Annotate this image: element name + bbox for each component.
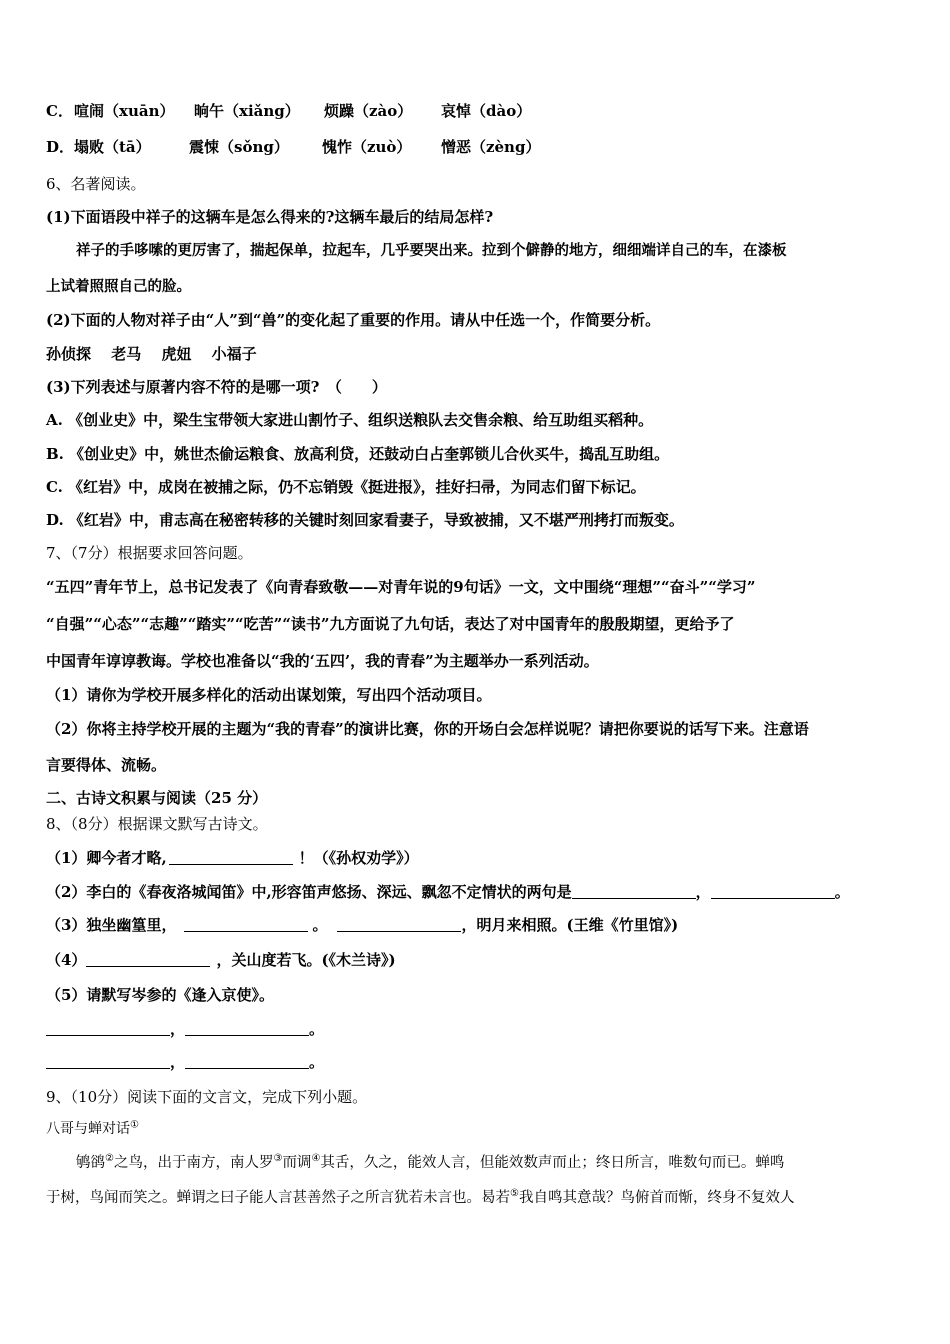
q8-item5-line2 <box>46 1052 324 1072</box>
q6-title: 6、名著阅读。 <box>46 175 146 193</box>
option-d-letter: D． <box>46 138 75 156</box>
q8-item1-prompt: （1）卿今者才略, <box>46 849 167 867</box>
answer-blank[interactable] <box>572 883 696 899</box>
answer-blank[interactable] <box>711 883 835 899</box>
answer-blank[interactable] <box>46 1020 170 1036</box>
q8-item1 <box>46 848 419 868</box>
footnote-marker: ① <box>130 1119 139 1131</box>
option-c-item: 喧闹（xuān） <box>74 102 175 120</box>
option-c-item: 烦躁（zào） <box>324 102 413 120</box>
q9-heading <box>46 1119 139 1139</box>
option-d-item: 愧怍（zuò） <box>322 138 412 156</box>
q8-item3-source: ，明月来相照。(王维《竹里馆》) <box>461 916 679 934</box>
q9-heading-text: 八哥与蝉对话 <box>46 1121 130 1137</box>
q6-characters: 孙侦探 老马 虎妞 小福子 <box>46 345 257 363</box>
q9-text-span: 我自鸣其意哉？鸟俯首而惭，终身不复效人 <box>518 1190 795 1206</box>
answer-blank[interactable] <box>185 1020 309 1036</box>
q6-sub2: (2)下面的人物对祥子由“人”到“兽”的变化起了重要的作用。请从中任选一个，作简要分析。 <box>46 311 661 329</box>
option-d-row <box>46 137 540 157</box>
q8-item1-source: ！（《孙权劝学》） <box>298 849 419 867</box>
q7-title: 7、（7分）根据要求回答问题。 <box>46 544 253 562</box>
footnote-marker: ③ <box>273 1153 283 1165</box>
q8-item3-prompt: （3）独坐幽篁里， <box>46 916 177 934</box>
q8-item4-source: ，关山度若飞。(《木兰诗》) <box>216 951 396 969</box>
part2-title: 二、古诗文积累与阅读（25 分） <box>46 789 268 807</box>
option-c-item: 晌午（xiǎng） <box>194 102 300 120</box>
q8-comma: ， <box>170 1020 186 1038</box>
answer-blank[interactable] <box>337 916 461 932</box>
q7-para-line2: “自强”“心态”“志趣”“踏实”“吃苦”“读书”九方面说了九句话，表达了对中国青年的殷殷期望，更给予了 <box>46 615 735 633</box>
option-d-item: 震悚（sǒng） <box>189 138 289 156</box>
answer-blank[interactable] <box>86 951 210 967</box>
answer-blank[interactable] <box>169 849 293 865</box>
q8-period: 。 <box>309 1020 325 1038</box>
q9-text-span: 其舌，久之，能效人言，但能效数声而止；终日所言，唯数句而已。蝉鸣 <box>320 1155 785 1171</box>
q8-comma: ， <box>170 1053 186 1071</box>
q8-item2-end: 。 <box>834 883 850 901</box>
q9-title: 9、（10分）阅读下面的文言文，完成下列小题。 <box>46 1088 368 1106</box>
option-d-item: 憎恶（zèng） <box>441 138 541 156</box>
q9-text-span: 于树，鸟闻而笑之。蝉谓之曰子能人言甚善然子之所言犹若未言也。曷若 <box>46 1190 510 1206</box>
q7-para-line1: “五四”青年节上，总书记发表了《向青春致敬——对青年说的9句话》一文，文中围绕“理想”“奋斗”“学习” <box>46 578 756 596</box>
q7-sub1: （1）请你为学校开展多样化的活动出谋划策，写出四个活动项目。 <box>46 686 492 704</box>
q9-text-line1 <box>76 1153 784 1173</box>
q7-sub2-line1: （2）你将主持学校开展的主题为“我的青春”的演讲比赛，你的开场白会怎样说呢？请把你要说的话写下来。注意语 <box>46 720 809 738</box>
q6-sub3: (3)下列表述与原著内容不符的是哪一项? （ ） <box>46 378 387 396</box>
q7-sub2-line2: 言要得体、流畅。 <box>46 756 167 774</box>
option-c-row <box>46 101 531 121</box>
footnote-marker: ⑤ <box>510 1188 519 1200</box>
footnote-marker: ④ <box>311 1153 321 1165</box>
q6-option-c: C. 《红岩》中，成岗在被捕之际，仍不忘销毁《挺进报》，挂好扫帚，为同志们留下标记。 <box>46 478 646 496</box>
q6-option-a: A. 《创业史》中，梁生宝带领大家进山割竹子、组织送粮队去交售余粮、给互助组买稻种。 <box>46 411 654 429</box>
q6-option-b: B. 《创业史》中，姚世杰偷运粮食、放高利贷，还鼓动白占奎郭锁儿合伙买牛，捣乱互助组。 <box>46 445 670 463</box>
q8-item5-line1 <box>46 1019 324 1039</box>
q8-title: 8、（8分）根据课文默写古诗文。 <box>46 815 268 833</box>
q8-item4-prompt: （4） <box>46 951 87 969</box>
q8-item4 <box>46 950 396 970</box>
q8-item2-sep: ， <box>695 883 711 901</box>
q7-para-line3: 中国青年谆谆教诲。学校也准备以“我的‘五四’，我的青春”为主题举办一系列活动。 <box>46 652 599 670</box>
q8-period: 。 <box>309 1053 325 1071</box>
q6-passage-line1: 祥子的手哆嗦的更厉害了，揣起保单，拉起车，几乎要哭出来。拉到个僻静的地方，细细端详自己的车，在漆板 <box>76 242 787 259</box>
q6-sub1: (1)下面语段中祥子的这辆车是怎么得来的?这辆车最后的结局怎样? <box>46 208 494 226</box>
q8-item3 <box>46 915 678 935</box>
q9-text-line2 <box>46 1188 794 1208</box>
option-c-item: 哀悼（dào） <box>441 102 532 120</box>
answer-blank[interactable] <box>184 916 308 932</box>
q8-item5: （5）请默写岑参的《逢入京使》。 <box>46 986 274 1004</box>
answer-blank[interactable] <box>185 1053 309 1069</box>
q8-item2 <box>46 882 850 902</box>
q8-item3-sep: 。 <box>312 916 328 934</box>
footnote-marker: ② <box>105 1153 114 1165</box>
q6-passage-line2: 上试着照照自己的脸。 <box>46 278 191 295</box>
answer-blank[interactable] <box>46 1053 170 1069</box>
q6-option-d: D. 《红岩》中，甫志高在秘密转移的关键时刻回家看妻子，导致被捕，又不堪严刑拷打而叛变。 <box>46 511 684 529</box>
option-c-letter: C． <box>46 102 73 120</box>
q9-text-span: 而调 <box>282 1155 312 1171</box>
q8-item2-prompt: （2）李白的《春夜洛城闻笛》中,形容笛声悠扬、深远、飘忽不定情状的两句是 <box>46 883 572 901</box>
q9-text-span: 之鸟，出于南方，南人罗 <box>113 1155 274 1171</box>
q9-text-span: 鸲鹆 <box>76 1155 105 1171</box>
option-d-item: 塌败（tā） <box>74 138 151 156</box>
